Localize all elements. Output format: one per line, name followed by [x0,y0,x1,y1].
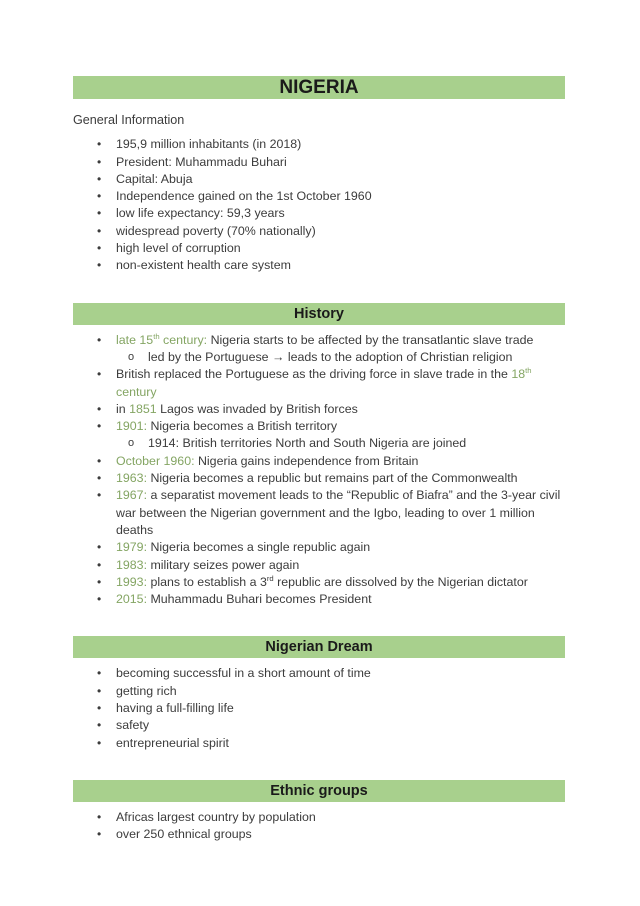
section-banner [73,636,565,658]
text-segment: 1993: [116,574,148,589]
list-item-text [148,436,466,450]
list-item [73,591,565,608]
list-item-text [116,206,285,220]
disc-bullet-icon: • [97,488,102,503]
text-segment: safety [116,718,150,733]
text-segment: 18 [511,367,526,382]
title-banner [73,76,565,99]
text-segment: October 1960: [116,453,195,468]
list-item [73,188,565,205]
text-segment: late 15 [116,332,154,347]
disc-bullet-icon: • [97,223,102,238]
text-segment: 1914: British territories North and South Nigeria are joined [148,436,467,451]
list-item-text [116,488,560,537]
list-item [73,223,565,240]
bullet-list [73,809,565,844]
section-banner-title: History [294,305,344,322]
text-segment: 1851 [129,401,157,416]
list-item-text [116,189,372,203]
list-item-text [116,172,192,186]
text-segment: non-existent health care system [116,258,291,273]
bullet-list [73,332,565,609]
list-item-text [116,258,291,272]
list-item [73,539,565,556]
text-segment: getting rich [116,683,177,698]
bullet-list [73,136,565,274]
list-item [73,240,565,257]
text-segment: republic are dissolved by the Nigerian dictator [273,574,528,589]
list-item [73,574,565,591]
text-segment: a separatist movement leads to the “Republic of Biafra” and the 3-year civil war between the Nigerian government and the Igbo, leading to over 1 million deaths [116,488,561,537]
sections-container [73,112,565,844]
section-general-information [73,112,565,275]
disc-bullet-icon: • [97,171,102,186]
list-item-text [116,402,358,416]
list-item-text [116,666,371,680]
disc-bullet-icon: • [97,809,102,824]
disc-bullet-icon: • [97,241,102,256]
text-segment: Muhammadu Buhari becomes President [147,592,372,607]
section-banner-title: Nigerian Dream [265,639,373,656]
list-item-text [148,350,512,364]
text-segment: Nigeria gains independence from Britain [194,453,419,468]
disc-bullet-icon: • [97,666,102,681]
disc-bullet-icon: • [97,471,102,486]
disc-bullet-icon: • [97,683,102,698]
list-item-text [116,718,149,732]
list-item [73,700,565,717]
list-item-text [116,137,301,151]
disc-bullet-icon: • [97,206,102,221]
disc-bullet-icon: • [97,154,102,169]
text-segment: Africas largest country by population [116,809,316,824]
list-item-text [116,454,418,468]
circle-bullet-icon: o [128,437,135,450]
section-banner-title: Ethnic groups [270,782,368,799]
list-item [73,205,565,222]
text-segment: century: [159,332,208,347]
list-item-text [116,241,241,255]
disc-bullet-icon: • [97,718,102,733]
list-item-text [116,558,299,572]
disc-bullet-icon: • [97,137,102,152]
disc-bullet-icon: • [97,557,102,572]
bullet-list [73,665,565,751]
list-item [73,470,565,487]
list-item [73,826,565,843]
text-segment: rd [266,573,274,583]
section-heading: General Information [73,113,185,127]
list-item-text [116,224,316,238]
text-segment: becoming successful in a short amount of time [116,666,371,681]
disc-bullet-icon: • [97,419,102,434]
text-segment: President: Muhammadu Buhari [116,154,287,169]
list-item [73,136,565,153]
list-item-text [116,810,316,824]
section-history [73,303,565,609]
section-ethnic-groups [73,780,565,844]
list-item [73,418,565,435]
list-item-text [116,827,252,841]
text-segment: 1979: [116,540,148,555]
disc-bullet-icon: • [97,367,102,382]
list-item [73,665,565,682]
text-segment: in [116,401,130,416]
text-segment: having a full-filling life [116,701,234,716]
sub-list-item [73,435,565,452]
list-item-text [116,419,337,433]
list-item [73,154,565,171]
disc-bullet-icon: • [97,453,102,468]
section-banner [73,780,565,802]
list-item [73,366,565,401]
list-item-text [116,471,518,485]
list-item [73,487,565,539]
text-segment: 1901: [116,419,148,434]
text-segment: military seizes power again [147,557,300,572]
disc-bullet-icon: • [97,827,102,842]
text-segment: high level of corruption [116,241,241,256]
list-item-text [116,367,532,398]
disc-bullet-icon: • [97,332,102,347]
list-item [73,717,565,734]
text-segment: Nigeria becomes a republic but remains part of the Commonwealth [147,471,518,486]
text-segment: th [525,366,532,376]
text-segment: Nigeria becomes a single republic again [147,540,371,555]
list-item [73,557,565,574]
text-segment: British replaced the Portuguese as the driving force in slave trade in the [116,367,512,382]
text-segment: Lagos was invaded by British forces [156,401,358,416]
text-segment: 1983: [116,557,148,572]
text-segment: over 250 ethnical groups [116,827,252,842]
document-content [73,76,565,844]
list-item [73,332,565,349]
text-segment: 1963: [116,471,148,486]
list-item-text [116,333,533,347]
list-item [73,453,565,470]
disc-bullet-icon: • [97,592,102,607]
text-segment: Nigeria becomes a British territory [147,419,338,434]
text-segment: 1967: [116,488,148,503]
text-segment: entrepreneurial spirit [116,735,229,750]
disc-bullet-icon: • [97,574,102,589]
circle-bullet-icon: o [128,350,135,363]
disc-bullet-icon: • [97,701,102,716]
list-item-text [116,684,177,698]
disc-bullet-icon: • [97,540,102,555]
list-item-text [116,575,528,589]
list-item [73,683,565,700]
list-item-text [116,701,234,715]
text-segment: Nigeria starts to be affected by the transatlantic slave trade [207,332,534,347]
section-nigerian-dream [73,636,565,751]
list-item-text [116,592,372,606]
list-item-text [116,736,229,750]
list-item [73,401,565,418]
sub-list-item [73,349,565,366]
text-segment: widespread poverty (70% nationally) [116,223,316,238]
list-item [73,735,565,752]
text-segment: th [153,331,160,341]
text-segment: 195,9 million inhabitants (in 2018) [116,137,302,152]
text-segment: century [116,384,157,399]
text-segment: 2015: [116,592,148,607]
list-item [73,257,565,274]
text-segment: Independence gained on the 1st October 1960 [116,189,372,204]
text-segment: low life expectancy: 59,3 years [116,206,285,221]
disc-bullet-icon: • [97,189,102,204]
document-title: NIGERIA [279,77,359,98]
disc-bullet-icon: • [97,401,102,416]
list-item [73,809,565,826]
section-banner [73,303,565,325]
list-item [73,171,565,188]
list-item-text [116,155,287,169]
text-segment: plans to establish a 3 [147,574,267,589]
text-segment: led by the Portuguese → leads to the adoption of Christian religion [148,349,513,364]
text-segment: Capital: Abuja [116,171,193,186]
disc-bullet-icon: • [97,258,102,273]
list-item-text [116,540,370,554]
disc-bullet-icon: • [97,735,102,750]
